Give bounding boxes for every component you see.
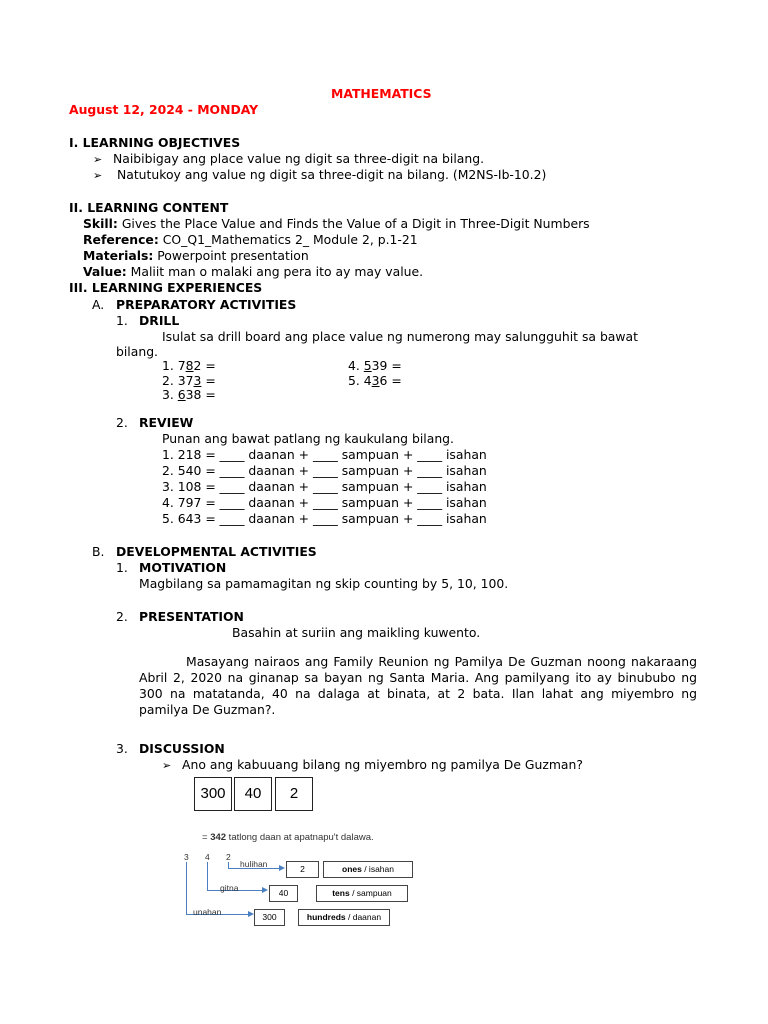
place-box-tens: tens / sampuan xyxy=(316,885,408,902)
content-heading: II. LEARNING CONTENT xyxy=(69,200,229,215)
drill-instruction: Isulat sa drill board ang place value ng numerong may salungguhit sa bawat xyxy=(162,329,638,344)
review-number: 2. xyxy=(116,415,128,430)
section-b-title: DEVELOPMENTAL ACTIVITIES xyxy=(116,544,317,559)
arrow-head-icon xyxy=(262,887,268,893)
objective-item: ➢ Naibibigay ang place value ng digit sa three-digit na bilang. xyxy=(93,151,485,166)
motivation-title: MOTIVATION xyxy=(139,560,227,575)
position-label: unahan xyxy=(193,907,222,917)
content-reference: Reference: CO_Q1_Mathematics 2_ Module 2, p.1-21 xyxy=(83,232,418,247)
drill-item: 1. 782 = xyxy=(162,358,216,373)
digit-label: 4 xyxy=(205,852,210,862)
arrow-head-icon xyxy=(279,865,285,871)
value-box-hundreds: 300 xyxy=(194,777,232,811)
motivation-text: Magbilang sa pamamagitan ng skip counting by 5, 10, 100. xyxy=(139,576,509,591)
value-box: 300 xyxy=(254,909,285,926)
place-box-ones: ones / isahan xyxy=(323,861,413,878)
digit-label: 2 xyxy=(226,852,231,862)
drill-title: DRILL xyxy=(139,313,180,328)
presentation-number: 2. xyxy=(116,609,128,624)
connector-line xyxy=(186,862,187,915)
section-a-title: PREPARATORY ACTIVITIES xyxy=(116,297,297,312)
content-skill: Skill: Gives the Place Value and Finds the Value of a Digit in Three-Digit Numbers xyxy=(83,216,590,231)
drill-item: 4. 539 = xyxy=(348,358,402,373)
value-box-ones: 2 xyxy=(275,777,313,811)
position-label: gitna xyxy=(220,883,239,893)
content-value: Value: Maliit man o malaki ang pera ito ay may value. xyxy=(83,264,424,279)
section-a-letter: A. xyxy=(92,297,105,312)
connector-line xyxy=(207,862,208,891)
subject-title: MATHEMATICS xyxy=(331,86,432,101)
position-label: hulihan xyxy=(240,859,268,869)
review-instruction: Punan ang bawat patlang ng kaukulang bilang. xyxy=(162,431,454,446)
story-paragraph: Masayang nairaos ang Family Reunion ng Pamilya De Guzman noong nakaraang Abril 2, 2020 na ginanap sa bayan ng Santa Maria. Ang pamilyang ito ay binububo ng 300 na matatanda, 40 na dalaga at binata, at 2 bata. Ilan lahat ang miyembro ng pamilya De Guzman?. xyxy=(139,654,697,717)
lesson-date: August 12, 2024 - MONDAY xyxy=(69,102,259,117)
objective-item: ➢ Natutukoy ang value ng digit sa three-digit na bilang. (M2NS-Ib-10.2) xyxy=(93,167,547,182)
review-item: 2. 540 = ____ daanan + ____ sampuan + ____ isahan xyxy=(162,463,487,478)
discussion-question: ➢ Ano ang kabuuang bilang ng miyembro ng pamilya De Guzman? xyxy=(162,757,583,772)
drill-number: 1. xyxy=(116,313,128,328)
figure-caption: = 342 tatlong daan at apatnapu't dalawa. xyxy=(202,832,374,843)
value-box-tens: 40 xyxy=(234,777,272,811)
review-item: 1. 218 = ____ daanan + ____ sampuan + ____ isahan xyxy=(162,447,487,462)
drill-item: 2. 373 = xyxy=(162,373,216,388)
section-b-letter: B. xyxy=(92,544,105,559)
review-item: 5. 643 = ____ daanan + ____ sampuan + ____ isahan xyxy=(162,511,487,526)
content-materials: Materials: Powerpoint presentation xyxy=(83,248,309,263)
experiences-heading: III. LEARNING EXPERIENCES xyxy=(69,280,263,295)
motivation-number: 1. xyxy=(116,560,128,575)
arrow-bullet-icon: ➢ xyxy=(162,759,172,772)
drill-item: 5. 436 = xyxy=(348,373,402,388)
discussion-title: DISCUSSION xyxy=(139,741,225,756)
drill-instruction-cont: bilang. xyxy=(116,344,158,359)
presentation-instruction: Basahin at suriin ang maikling kuwento. xyxy=(232,625,481,640)
review-item: 4. 797 = ____ daanan + ____ sampuan + ____ isahan xyxy=(162,495,487,510)
place-box-hundreds: hundreds / daanan xyxy=(298,909,390,926)
review-title: REVIEW xyxy=(139,415,194,430)
value-box: 2 xyxy=(286,861,319,878)
value-box: 40 xyxy=(269,885,298,902)
digit-label: 3 xyxy=(184,852,189,862)
presentation-title: PRESENTATION xyxy=(139,609,244,624)
arrow-bullet-icon: ➢ xyxy=(93,153,103,166)
arrow-bullet-icon: ➢ xyxy=(93,169,103,182)
drill-item: 3. 638 = xyxy=(162,387,216,402)
discussion-number: 3. xyxy=(116,741,128,756)
review-item: 3. 108 = ____ daanan + ____ sampuan + ____ isahan xyxy=(162,479,487,494)
place-value-figure xyxy=(178,772,420,932)
objectives-heading: I. LEARNING OBJECTIVES xyxy=(69,135,241,150)
